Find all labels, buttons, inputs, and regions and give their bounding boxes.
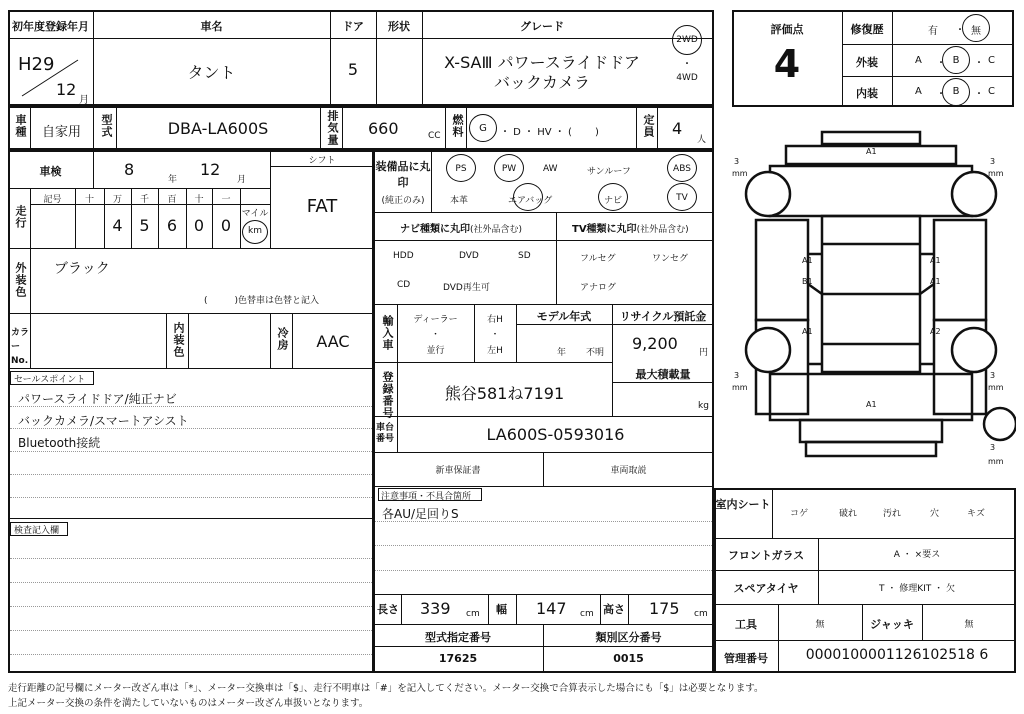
sales-line: バックカメラ/スマートアシスト bbox=[18, 414, 189, 428]
tv-label: TV種類に丸印(社外品含む) bbox=[572, 224, 689, 235]
disp-unit: CC bbox=[428, 131, 441, 141]
mileage-header: 十 bbox=[194, 195, 204, 205]
glass-label: フロントガラス bbox=[727, 549, 805, 562]
spare-label: スペアタイヤ bbox=[733, 582, 799, 595]
type-no-label: 型式指定番号 bbox=[425, 631, 491, 644]
seat-item: キズ bbox=[967, 509, 985, 519]
int-color-label: 内装色 bbox=[172, 322, 185, 358]
seat-item: コゲ bbox=[790, 509, 809, 519]
inspection-month: 12 bbox=[200, 160, 221, 179]
equip-airbag: エアバッグ bbox=[508, 196, 553, 206]
disp-value: 660 bbox=[368, 119, 399, 138]
mileage-header: 千 bbox=[139, 195, 149, 205]
mileage-km: km bbox=[248, 226, 262, 236]
score-label: 評価点 bbox=[770, 23, 804, 36]
doc-manual: 車両取説 bbox=[610, 466, 647, 476]
repair-yes: 有 bbox=[928, 26, 938, 37]
glass-value: A ・ ×要ス bbox=[893, 550, 941, 560]
equip-aw: AW bbox=[543, 164, 558, 174]
inspection-month-unit: 月 bbox=[237, 175, 247, 185]
registration-label: 初年度登録年月 bbox=[12, 20, 89, 33]
load-unit: kg bbox=[698, 401, 709, 411]
notes-label: 注意事項・不具合箇所 bbox=[381, 492, 472, 502]
import-dot: ・ bbox=[430, 330, 440, 340]
int-c: C bbox=[988, 86, 995, 97]
length-value: 339 bbox=[420, 599, 451, 618]
import-dot2: ・ bbox=[490, 330, 500, 340]
model-year-unknown: 不明 bbox=[586, 348, 605, 358]
notes-value: 各AU/足回りS bbox=[382, 507, 459, 521]
mark-left-rear: A1 bbox=[802, 327, 813, 336]
mark-right-rear: A2 bbox=[930, 327, 941, 336]
grade-label: グレード bbox=[520, 20, 564, 33]
tv-oneseg: ワンセグ bbox=[652, 254, 689, 264]
color-label: 外装色 bbox=[14, 262, 27, 298]
inspection-year-unit: 年 bbox=[168, 175, 178, 185]
navi-cd: CD bbox=[397, 280, 411, 290]
mark-right-a1: A1 bbox=[930, 277, 941, 286]
shift-value: FAT bbox=[306, 196, 338, 217]
inspection-label: 車検 bbox=[39, 165, 62, 178]
int-dot2: ・ bbox=[974, 89, 984, 100]
tv-fullseg: フルセグ bbox=[580, 254, 616, 264]
navi-dvd: DVD bbox=[459, 251, 479, 261]
mgmt-label: 管理番号 bbox=[724, 652, 768, 665]
repair-no: 無 bbox=[971, 26, 981, 37]
drive-dot: ・ bbox=[682, 59, 692, 70]
chassis-label: 車台番号 bbox=[376, 423, 395, 444]
score-value: 4 bbox=[773, 42, 801, 86]
recycle-unit: 円 bbox=[699, 348, 709, 358]
shape-label: 形状 bbox=[388, 20, 410, 33]
seat-item: 穴 bbox=[930, 509, 940, 519]
tools-value: 無 bbox=[815, 620, 825, 630]
front-bumper bbox=[822, 132, 920, 144]
drive-4wd: 4WD bbox=[676, 73, 698, 83]
exterior-label: 外装 bbox=[856, 56, 878, 69]
footer-note-1: 走行距離の記号欄にメーター改ざん車は「*」、メーター交換車は「$」、走行不明車は「#」を記入してください。メーター交換で合算表示した場合にも「$」は必要となります。 bbox=[8, 683, 764, 694]
inspector-label: 検査記入欄 bbox=[14, 526, 60, 536]
model-year-unit: 年 bbox=[557, 348, 567, 358]
tread-unit: mm bbox=[732, 383, 748, 392]
height-unit: cm bbox=[694, 609, 708, 619]
navi-label: ナビ種類に丸印(社外品含む) bbox=[400, 224, 523, 235]
tread-unit: mm bbox=[988, 169, 1004, 178]
rear-bumper bbox=[806, 442, 936, 456]
class-no-label: 類別区分番号 bbox=[595, 631, 662, 644]
color-note: ( )色替車は色替と記入 bbox=[204, 296, 320, 306]
right-front-door bbox=[934, 220, 986, 320]
recycle-label: リサイクル預託金 bbox=[619, 310, 707, 323]
tire-rear-left bbox=[746, 328, 790, 372]
tread-rl: 3 bbox=[734, 371, 740, 380]
drive-2wd: 2WD bbox=[676, 35, 698, 45]
navi-dvd-play: DVD再生可 bbox=[443, 283, 490, 293]
import-dealer: ディーラー bbox=[413, 315, 458, 325]
mileage-header: 万 bbox=[112, 195, 122, 205]
ext-b: B bbox=[952, 55, 960, 66]
footer-note-2: 上記メーター交換の条件を満たしていないものはメーター改ざん車扱いとなります。 bbox=[8, 698, 369, 709]
tread-fr: 3 bbox=[990, 157, 996, 166]
fuel-label: 燃料 bbox=[451, 114, 464, 138]
color-no-label: カラーNo. bbox=[11, 328, 30, 366]
tread-unit: mm bbox=[988, 457, 1004, 466]
int-dot1: ・ bbox=[936, 89, 946, 100]
width-unit: cm bbox=[580, 609, 594, 619]
import-parallel: 並行 bbox=[426, 346, 445, 356]
equip-tv: TV bbox=[676, 193, 688, 203]
mileage-digit: 0 bbox=[193, 216, 205, 235]
ext-a: A bbox=[915, 55, 922, 66]
equip-sunroof: サンルーフ bbox=[587, 167, 631, 177]
import-left: 左H bbox=[487, 346, 503, 356]
mark-hood: A1 bbox=[866, 147, 877, 156]
navi-sd: SD bbox=[518, 251, 531, 261]
interior-label: 内装 bbox=[856, 87, 878, 100]
left-front-door bbox=[756, 220, 808, 320]
class-no-value: 0015 bbox=[613, 652, 644, 665]
import-label: 輸入車 bbox=[381, 315, 394, 351]
grade-line2: バックカメラ bbox=[493, 73, 590, 92]
seat-item: 汚れ bbox=[883, 509, 902, 519]
height-value: 175 bbox=[649, 599, 680, 618]
seat-item: 破れ bbox=[839, 509, 858, 519]
use-value: 自家用 bbox=[41, 125, 81, 140]
mileage-header: 十 bbox=[84, 195, 94, 205]
chassis-value: LA600S-0593016 bbox=[486, 425, 625, 444]
ext-dot1: ・ bbox=[936, 58, 946, 69]
mark-rear: A1 bbox=[866, 400, 877, 409]
doc-warranty: 新車保証書 bbox=[435, 466, 481, 476]
reg-month-unit: 月 bbox=[79, 95, 89, 106]
disp-label: 排気量 bbox=[326, 110, 339, 146]
mileage-digit: 6 bbox=[166, 216, 178, 235]
capacity-unit: 人 bbox=[697, 135, 707, 145]
equipment-sub: (純正のみ) bbox=[381, 196, 425, 206]
equip-leather: 本革 bbox=[450, 196, 469, 206]
tread-fl: 3 bbox=[734, 157, 740, 166]
mark-right-front: A1 bbox=[930, 256, 941, 265]
inspection-year: 8 bbox=[124, 160, 135, 179]
use-label: 車種 bbox=[14, 114, 27, 138]
jack-label: ジャッキ bbox=[870, 618, 914, 631]
mileage-header: 一 bbox=[221, 195, 231, 205]
equip-abs: ABS bbox=[673, 164, 691, 174]
tread-unit: mm bbox=[732, 169, 748, 178]
model-value: DBA-LA600S bbox=[167, 119, 269, 138]
hood bbox=[770, 166, 972, 216]
equipment-label: 装備品に丸印 bbox=[375, 160, 431, 189]
cooling-label: 冷房 bbox=[276, 327, 289, 351]
mileage-digit: 0 bbox=[220, 216, 232, 235]
model-label: 型式 bbox=[100, 114, 113, 138]
era-value: H29 bbox=[18, 54, 55, 75]
sales-line: パワースライドドア/純正ナビ bbox=[18, 392, 177, 406]
int-b: B bbox=[952, 86, 960, 97]
fuel-g: G bbox=[479, 123, 487, 134]
mileage-label: 走行 bbox=[14, 205, 27, 229]
equip-pw: PW bbox=[501, 164, 517, 174]
equip-navi: ナビ bbox=[603, 196, 622, 206]
tire-spare bbox=[984, 408, 1016, 440]
tread-rr: 3 bbox=[990, 371, 996, 380]
capacity-value: 4 bbox=[672, 119, 683, 138]
color-value: ブラック bbox=[54, 261, 110, 277]
car-name-label: 車名 bbox=[200, 20, 223, 33]
length-label: 長さ bbox=[377, 603, 399, 616]
tv-analog: アナログ bbox=[580, 283, 617, 293]
mileage-digit: 4 bbox=[112, 216, 123, 235]
car-name: タント bbox=[187, 63, 236, 82]
car-damage-diagram bbox=[726, 124, 1016, 480]
type-no-value: 17625 bbox=[438, 652, 478, 665]
mileage-header: 百 bbox=[167, 195, 177, 205]
tire-front-left bbox=[746, 172, 790, 216]
doors-value: 5 bbox=[347, 60, 359, 79]
width-label: 幅 bbox=[496, 603, 507, 616]
plate-label: 登録番号 bbox=[381, 371, 394, 419]
reg-month: 12 bbox=[56, 80, 77, 99]
mileage-digit: 5 bbox=[139, 216, 150, 235]
mileage-mile: マイル bbox=[241, 209, 269, 219]
height-label: 高さ bbox=[603, 603, 625, 616]
repair-label: 修復歴 bbox=[850, 23, 884, 36]
jack-value: 無 bbox=[964, 620, 974, 630]
fuel-options: ・ D ・ HV ・ ( ) bbox=[500, 127, 599, 138]
recycle-value: 9,200 bbox=[632, 334, 678, 353]
doors-label: ドア bbox=[342, 20, 364, 33]
tread-spare: 3 bbox=[990, 443, 996, 452]
shift-label: シフト bbox=[308, 156, 336, 166]
cooling-value: AAC bbox=[316, 332, 350, 351]
capacity-label: 定員 bbox=[642, 114, 655, 138]
navi-hdd: HDD bbox=[393, 251, 414, 261]
spare-value: T ・ 修理KIT ・ 欠 bbox=[879, 584, 955, 594]
mark-left-front: A1 bbox=[802, 256, 813, 265]
ext-c: C bbox=[988, 55, 995, 66]
mark-left-b1: B1 bbox=[802, 277, 813, 286]
equip-ps: PS bbox=[455, 164, 467, 174]
width-value: 147 bbox=[536, 599, 567, 618]
seat-label: 室内シート bbox=[715, 498, 771, 511]
length-unit: cm bbox=[466, 609, 480, 619]
tools-label: 工具 bbox=[735, 618, 757, 631]
load-label: 最大積載量 bbox=[635, 368, 691, 381]
repair-dot: ・ bbox=[955, 25, 965, 36]
plate-value: 熊谷581ね7191 bbox=[444, 384, 565, 403]
tread-unit: mm bbox=[988, 383, 1004, 392]
tire-rear-right bbox=[952, 328, 996, 372]
mgmt-value: 0000100001126102518 6 bbox=[805, 647, 989, 663]
ext-dot2: ・ bbox=[974, 58, 984, 69]
int-a: A bbox=[915, 86, 922, 97]
rear-panel bbox=[800, 420, 942, 442]
sales-line: Bluetooth接続 bbox=[18, 436, 101, 450]
sales-label: セールスポイント bbox=[14, 375, 86, 385]
mileage-header-mark: 記号 bbox=[43, 195, 62, 205]
model-year-label: モデル年式 bbox=[536, 310, 592, 323]
tire-front-right bbox=[952, 172, 996, 216]
grade-line1: X-SAⅢ パワースライドドア bbox=[444, 53, 640, 72]
import-right: 右H bbox=[487, 315, 503, 325]
